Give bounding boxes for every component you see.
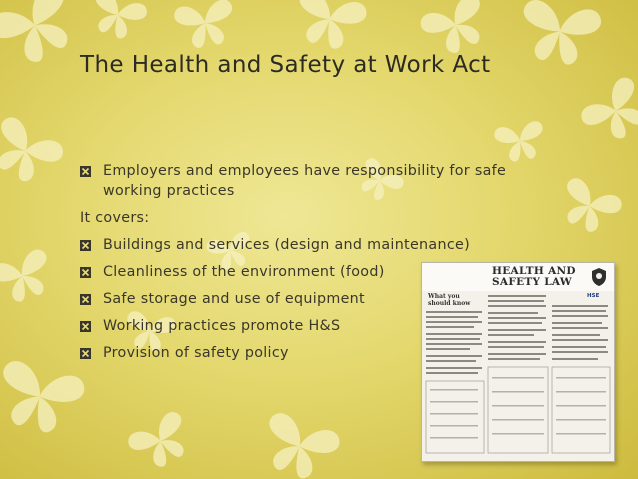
bullet-item (80, 161, 550, 201)
square-cross-bullet-icon (80, 166, 91, 177)
butterfly-shape (0, 358, 87, 439)
butterfly-shape (577, 74, 638, 151)
butterfly-shape (290, 0, 369, 55)
poster-subtitle: What you should know (428, 293, 471, 307)
butterfly-shape (125, 409, 198, 476)
bullet-text: Cleanliness of the environment (food) (103, 264, 385, 280)
square-cross-bullet-icon (80, 321, 91, 332)
butterfly-shape (255, 410, 343, 479)
butterfly-shape (493, 120, 548, 164)
square-cross-bullet-icon (80, 267, 91, 278)
list-label (80, 208, 550, 228)
square-cross-bullet-icon (80, 294, 91, 305)
butterfly-shape (85, 0, 149, 44)
slide-title: The Health and Safety at Work Act (80, 52, 491, 78)
square-cross-bullet-icon (80, 240, 91, 251)
poster-title: HEALTH AND SAFETY LAW (492, 265, 576, 288)
poster-body-text (422, 263, 614, 461)
butterfly-shape (0, 0, 87, 75)
butterfly-shape (553, 175, 625, 239)
bullet-text: Safe storage and use of equipment (103, 291, 365, 307)
bullet-text: Working practices promote H&S (103, 318, 341, 334)
list-label-text: It covers: (80, 210, 150, 226)
butterfly-shape (0, 114, 67, 192)
bullet-text: Employers and employees have responsibility for safe working practices (103, 163, 507, 199)
bullet-text: Buildings and services (design and maintenance) (103, 237, 470, 253)
bullet-text: Provision of safety policy (103, 345, 289, 361)
square-cross-bullet-icon (80, 348, 91, 359)
butterfly-shape (0, 247, 58, 308)
hse-badge: HSE (587, 293, 600, 299)
butterfly-shape (173, 0, 238, 51)
health-safety-poster-image (421, 262, 615, 462)
bullet-item (80, 235, 550, 255)
